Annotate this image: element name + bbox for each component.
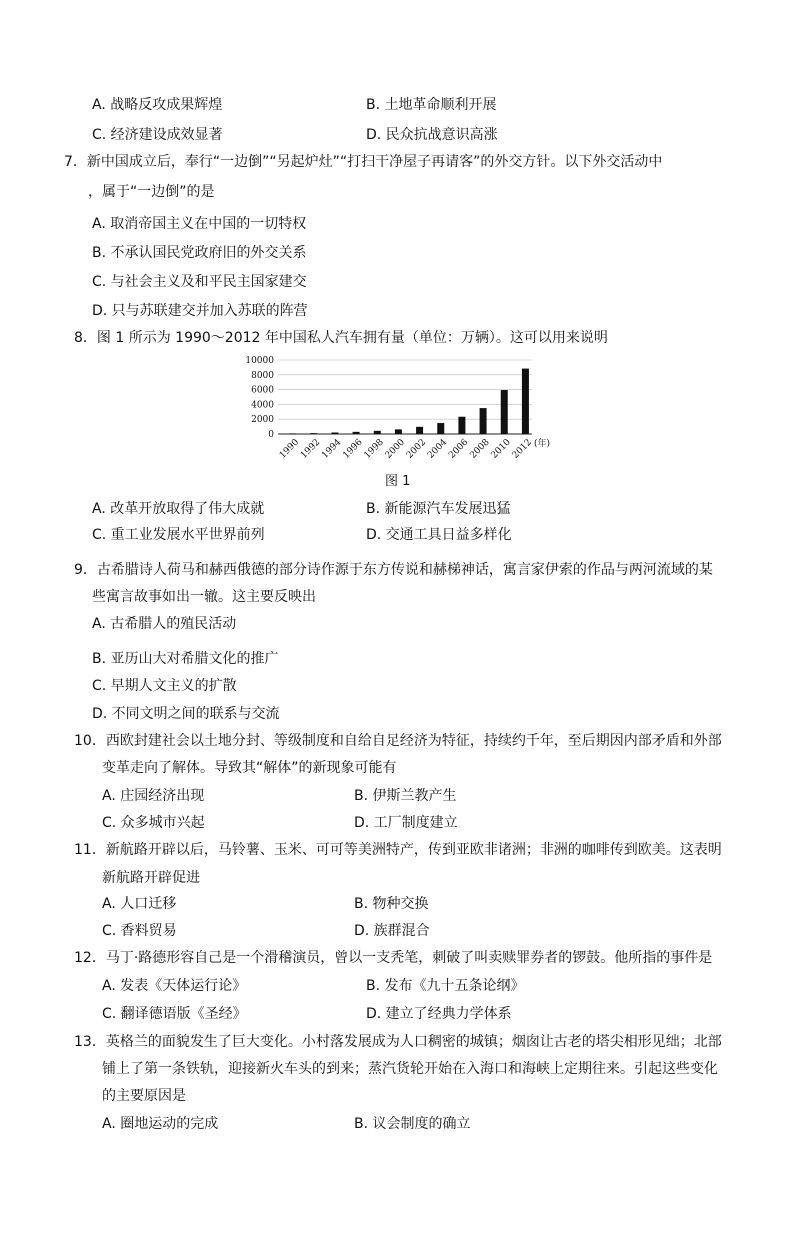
q8-option-b: B. 新能源汽车发展迅猛 [366, 501, 511, 517]
q9-option-b: B. 亚历山大对希腊文化的推广 [92, 651, 279, 667]
q7-option-d: D. 只与苏联建交并加入苏联的阵营 [92, 303, 308, 319]
bar-2002 [416, 427, 423, 434]
y-tick-label: 10000 [245, 356, 274, 366]
q8-option-a: A. 改革开放取得了伟大成就 [92, 501, 265, 517]
x-tick-label: 2008 [468, 437, 492, 461]
q13-option-b: B. 议会制度的确立 [354, 1116, 471, 1132]
q11-stem-line1: 11．新航路开辟以后，马铃薯、玉米、可可等美洲特产，传到亚欧非诸洲；非洲的咖啡传到欧美。这表明 [74, 842, 722, 858]
x-tick-label: 1992 [299, 437, 323, 461]
q7-stem-line2: ，属于“一边倒”的是 [88, 184, 215, 200]
q10-option-a: A. 庄园经济出现 [102, 788, 205, 804]
q11-option-b: B. 物种交换 [354, 896, 429, 912]
q12-option-a: A. 发表《天体运行论》 [102, 978, 247, 994]
x-tick-label: 2012 [510, 437, 534, 461]
q12-option-c: C. 翻译德语版《圣经》 [102, 1006, 247, 1022]
bar-1996 [353, 432, 360, 434]
q13-stem-line1: 13．英格兰的面貌发生了巨大变化。小村落发展成为人口稠密的城镇；烟囱让古老的塔尖相形见绌；北部 [74, 1034, 722, 1050]
bar-1992 [310, 433, 317, 434]
q6-option-d: D. 民众抗战意识高涨 [366, 127, 498, 143]
q7-option-b: B. 不承认国民党政府旧的外交关系 [92, 245, 307, 261]
q7-option-c: C. 与社会主义及和平民主国家建交 [92, 274, 307, 290]
q9-stem-line2: 些寓言故事如出一辙。这主要反映出 [92, 589, 316, 605]
q11-stem-line2: 新航路开辟促进 [102, 870, 200, 886]
figure-caption: 图 1 [385, 474, 411, 489]
bar-2008 [480, 408, 487, 434]
q7-option-a: A. 取消帝国主义在中国的一切特权 [92, 216, 307, 232]
q9-option-a: A. 古希腊人的殖民活动 [92, 616, 237, 632]
bar-chart-svg [240, 352, 560, 462]
y-tick-label: 4000 [251, 400, 274, 411]
q12-stem-line1: 12．马丁·路德形容自己是一个滑稽演员，曾以一支秃笔，刺破了叫卖赎罪券者的锣鼓。他所指的事件是 [74, 950, 713, 966]
bar-2000 [395, 429, 402, 434]
q10-stem-line2: 变革走向了解体。导致其“解体”的新现象可能有 [102, 760, 397, 776]
q8-option-d: D. 交通工具日益多样化 [366, 527, 512, 543]
x-unit-label: (年) [534, 439, 551, 449]
q6-option-c: C. 经济建设成效显著 [92, 127, 223, 143]
q9-option-c: C. 早期人文主义的扩散 [92, 678, 237, 694]
private-car-chart [240, 352, 560, 462]
x-tick-label: 2004 [426, 437, 450, 461]
y-tick-label: 8000 [251, 370, 274, 381]
bar-2004 [437, 423, 444, 434]
x-tick-label: 1998 [362, 437, 386, 461]
q11-option-c: C. 香料贸易 [102, 923, 177, 939]
bar-1998 [374, 431, 381, 434]
bar-2010 [501, 390, 508, 434]
y-tick-label: 2000 [251, 415, 274, 426]
q11-option-a: A. 人口迁移 [102, 896, 177, 912]
x-tick-label: 2000 [383, 437, 407, 461]
q10-option-b: B. 伊斯兰教产生 [354, 788, 457, 804]
q13-stem-line2: 铺上了第一条铁轨，迎接新火车头的到来；蒸汽货轮开始在入海口和海峡上定期往来。引起这些变化 [102, 1061, 718, 1077]
bar-1994 [331, 432, 338, 434]
q13-option-a: A. 圈地运动的完成 [102, 1116, 219, 1132]
y-tick-label: 6000 [251, 385, 274, 396]
q6-option-a: A. 战略反攻成果辉煌 [92, 97, 223, 113]
x-tick-label: 1990 [277, 437, 302, 461]
q12-option-b: B. 发布《九十五条论纲》 [366, 978, 525, 994]
q9-stem-line1: 9．古希腊诗人荷马和赫西俄德的部分诗作源于东方传说和赫梯神话，寓言家伊索的作品与两河流域的某 [74, 562, 713, 578]
q8-option-c: C. 重工业发展水平世界前列 [92, 527, 265, 543]
q12-option-d: D. 建立了经典力学体系 [366, 1006, 512, 1022]
bar-1990 [289, 433, 296, 434]
q10-option-d: D. 工厂制度建立 [354, 815, 458, 831]
x-tick-label: 2006 [447, 437, 471, 461]
q7-stem-line1: 7．新中国成立后，奉行“一边倒”“另起炉灶”“打扫干净屋子再请客”的外交方针。以下外交活动中 [64, 154, 663, 170]
q13-stem-line3: 的主要原因是 [102, 1088, 186, 1104]
q10-option-c: C. 众多城市兴起 [102, 815, 205, 831]
x-tick-label: 2002 [404, 437, 429, 461]
x-tick-label: 1994 [320, 437, 344, 461]
q10-stem-line1: 10．西欧封建社会以土地分封、等级制度和自给自足经济为特征，持续约千年，至后期因内部矛盾和外部 [74, 733, 722, 749]
q9-option-d: D. 不同文明之间的联系与交流 [92, 706, 280, 722]
x-tick-label: 1996 [341, 437, 365, 461]
q8-stem-line1: 8．图 1 所示为 1990～2012 年中国私人汽车拥有量（单位：万辆）。这可以用来说明 [74, 330, 608, 346]
q6-option-b: B. 土地革命顺利开展 [366, 97, 497, 113]
q11-option-d: D. 族群混合 [354, 923, 430, 939]
x-tick-label: 2010 [489, 437, 513, 461]
y-tick-label: 0 [268, 430, 274, 440]
bar-2006 [458, 417, 465, 434]
bar-2012 [522, 369, 529, 434]
